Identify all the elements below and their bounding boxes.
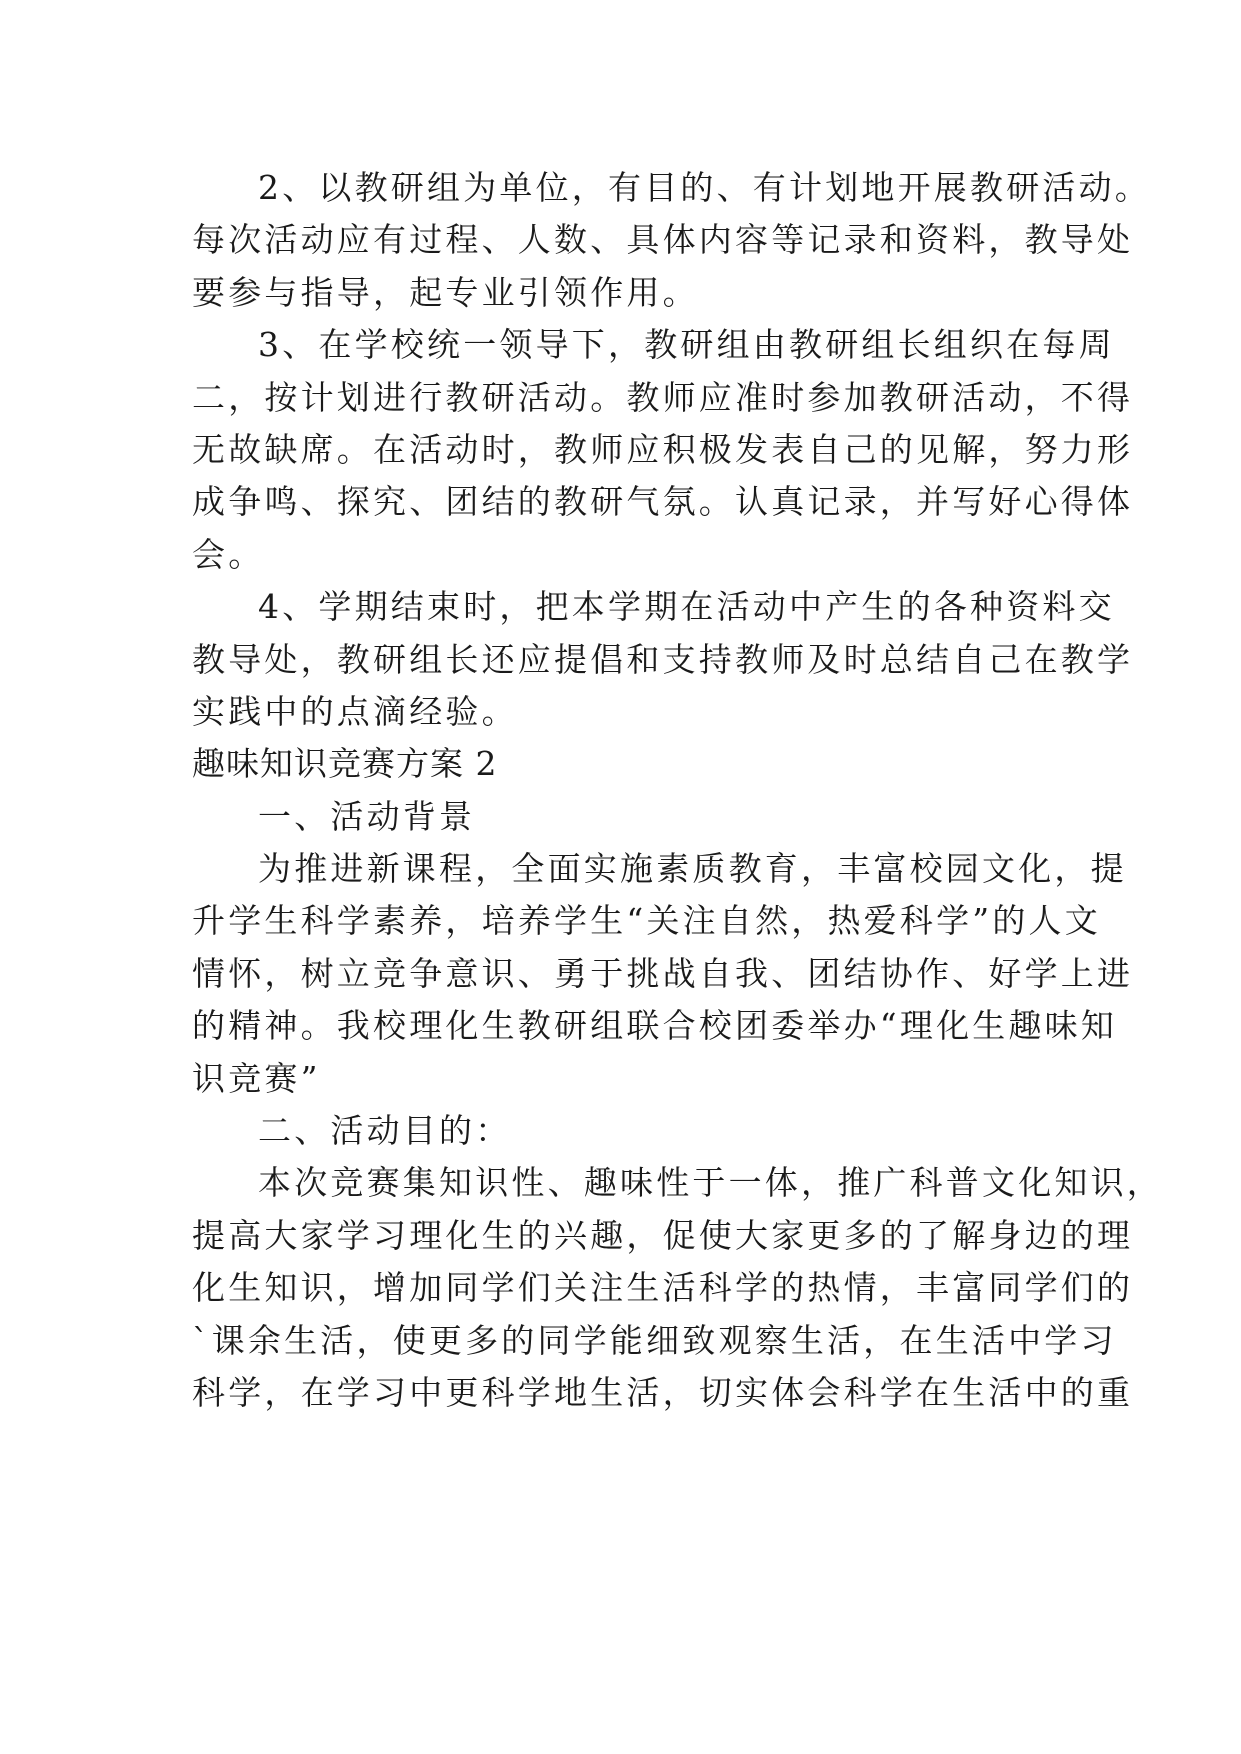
text-line: 教导处，教研组长还应提倡和支持教师及时总结自己在教学 [192, 639, 1134, 679]
text-line: 每次活动应有过程、人数、具体内容等记录和资料，教导处 [192, 220, 1134, 260]
text-line: 要参与指导，起专业引领作用。 [192, 272, 699, 312]
text-line: 识竞赛” [192, 1058, 321, 1098]
text-line: 情怀，树立竞争意识、勇于挑战自我、团结协作、好学上进 [192, 953, 1134, 993]
text-line: 升学生科学素养，培养学生“关注自然，热爱科学”的人文 [192, 901, 1101, 941]
text-line: 2、以教研组为单位，有目的、有计划地开展教研活动。 [258, 168, 1151, 207]
text-line: 科学，在学习中更科学地生活，切实体会科学在生活中的重 [192, 1372, 1134, 1412]
text-line: 的精神。我校理化生教研组联合校团委举办“理化生趣味知 [192, 1006, 1118, 1046]
text-line: 3、在学校统一领导下，教研组由教研组长组织在每周 [258, 325, 1115, 365]
text-line: 一、活动背景 [258, 796, 476, 836]
text-line: 本次竞赛集知识性、趣味性于一体，推广科普文化知识， [258, 1163, 1163, 1203]
text-line: `课余生活，使更多的同学能细致观察生活，在生活中学习 [192, 1320, 1117, 1360]
text-line: 无故缺席。在活动时，教师应积极发表自己的见解，努力形 [192, 429, 1134, 469]
text-line: 4、学期结束时，把本学期在活动中产生的各种资料交 [258, 587, 1115, 627]
text-line: 提高大家学习理化生的兴趣，促使大家更多的了解身边的理 [192, 1215, 1134, 1255]
text-line: 化生知识，增加同学们关注生活科学的热情，丰富同学们的 [192, 1268, 1134, 1308]
document-body [192, 162, 1163, 1419]
text-line: 会。 [192, 534, 265, 574]
text-line: 为推进新课程，全面实施素质教育，丰富校园文化，提 [258, 849, 1127, 889]
text-line: 实践中的点滴经验。 [192, 691, 518, 731]
text-line: 成争鸣、探究、团结的教研气氛。认真记录，并写好心得体 [192, 482, 1134, 522]
text-line: 二、活动目的： [258, 1111, 512, 1151]
section-heading: 趣味知识竞赛方案 2 [192, 744, 498, 784]
text-line: 二，按计划进行教研活动。教师应准时参加教研活动，不得 [192, 377, 1134, 417]
